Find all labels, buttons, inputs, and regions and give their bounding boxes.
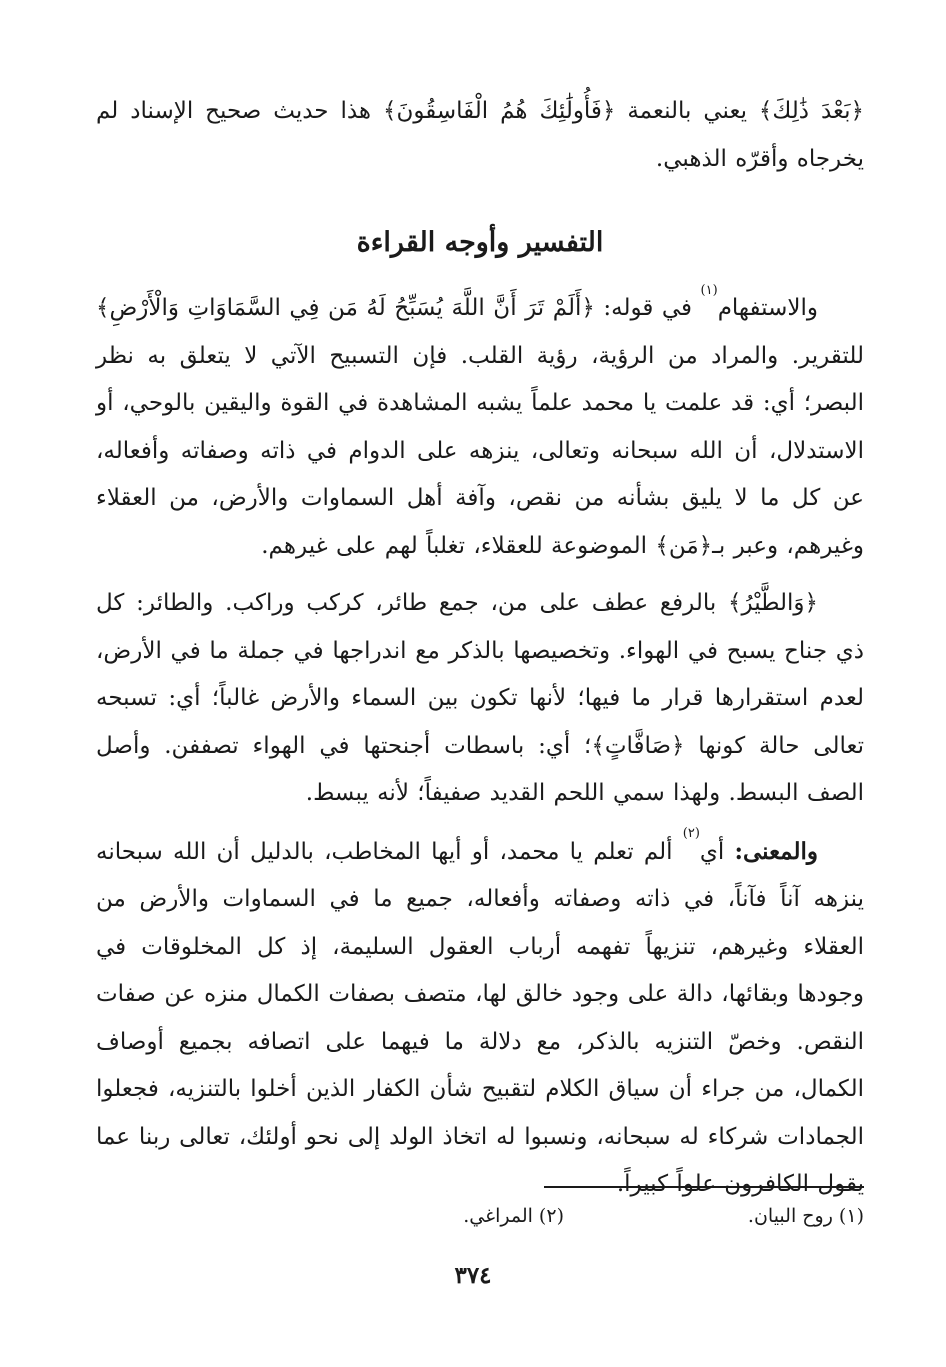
intro-paragraph: ﴿بَعْدَ ذَٰلِكَ﴾ يعني بالنعمة ﴿فَأُولَٰئِكَ هُمُ الْفَاسِقُونَ﴾ هذا حديث صحيح الإسناد لم يخرجاه وأقرّه الذهبي. [96,98,864,172]
footnotes [96,1205,864,1241]
paragraph-tayr: ﴿وَالطَّيْرُ﴾ بالرفع عطف على من، جمع طائر، كركب وراكب. والطائر: كل ذي جناح يسبح في الهواء. وتخصيصها بالذكر مع اندراجها في جملة ما في الأرض، لعدم استقرارها قرار ما فيها؛ لأنها تكون بين السماء والأرض غالباً؛ أي: تسبحه تعالى حالة كونها ﴿صَافَّاتٍ﴾؛ أي: باسطات أجنحتها في الهواء تصففن. وأصل الصف البسط. ولهذا سمي اللحم القديد صفيفاً؛ لأنه يبسط. [96,590,864,806]
footnote-1: (١) روح البيان. [747,1205,864,1227]
paragraph-maana-start: أي [699,838,735,865]
paragraph-istifham [96,285,864,570]
paragraph-istifham-start: والاستفهام [717,295,818,321]
paragraph-maana-body: ألم تعلم يا محمد، أو أيها المخاطب، بالدليل أن الله سبحانه ينزهه آناً فآناً، في ذاته وصفاته وأفعاله، جميع ما في السماوات والأرض من العقلاء وغيرهم، تنزيهاً تفهمه أرباب العقول السليمة، إذ كل المخلوقات في وجودها وبقائها، دالة على وجود خالق لها، متصف بصفات الكمال منزه عن صفات النقص. وخصّ التنزيه بالذكر، مع دلالة ما فيهما على اتصافه بجميع أوصاف الكمال، من جراء أن سياق الكلام لتقبيح شأن الكفار الذين أخلوا بالتنزيه، فجعلوا الجمادات شركاء له سبحانه، ونسبوا له اتخاذ الولد إلى نحو أولئك، تعالى ربنا عما يقول الكافرون علواً كبيراً. [96,838,865,1197]
paragraph-maana-lead: والمعنى: [734,837,818,865]
paragraph-maana [96,825,865,1209]
paragraph-istifham-body: في قوله: ﴿أَلَمْ تَرَ أَنَّ اللَّهَ يُسَبِّحُ لَهُ مَن فِي السَّمَاوَاتِ وَالْأَرْضِ﴾ للتقرير. والمراد من الرؤية، رؤية القلب. فإن التسبيح الآتي لا يتعلق به نظر البصر؛ أي: قد علمت يا محمد علماً يشبه المشاهدة في القوة واليقين بالوحي، أو الاستدلال، أن الله سبحانه وتعالى، ينزهه على الدوام في ذاته وصفاته وأفعاله، عن كل ما لا يليق بشأنه من نقص، وآفة أهل السماوات والأرض، من العقلاء وغيرهم، وعبر بـ﴿مَن﴾ الموضوعة للعقلاء، تغلباً لهم على غيرهم. [96,295,864,559]
footnote-divider [544,1186,864,1188]
footnote-ref-1[interactable]: (١) [700,283,718,298]
footnote-2: (٢) المراغي. [463,1205,564,1227]
footnote-ref-2[interactable]: (٢) [682,825,700,841]
page-number: ٣٧٤ [454,1262,492,1289]
page-body [96,88,864,1209]
section-title: التفسير وأوجه القراءة [356,227,604,258]
